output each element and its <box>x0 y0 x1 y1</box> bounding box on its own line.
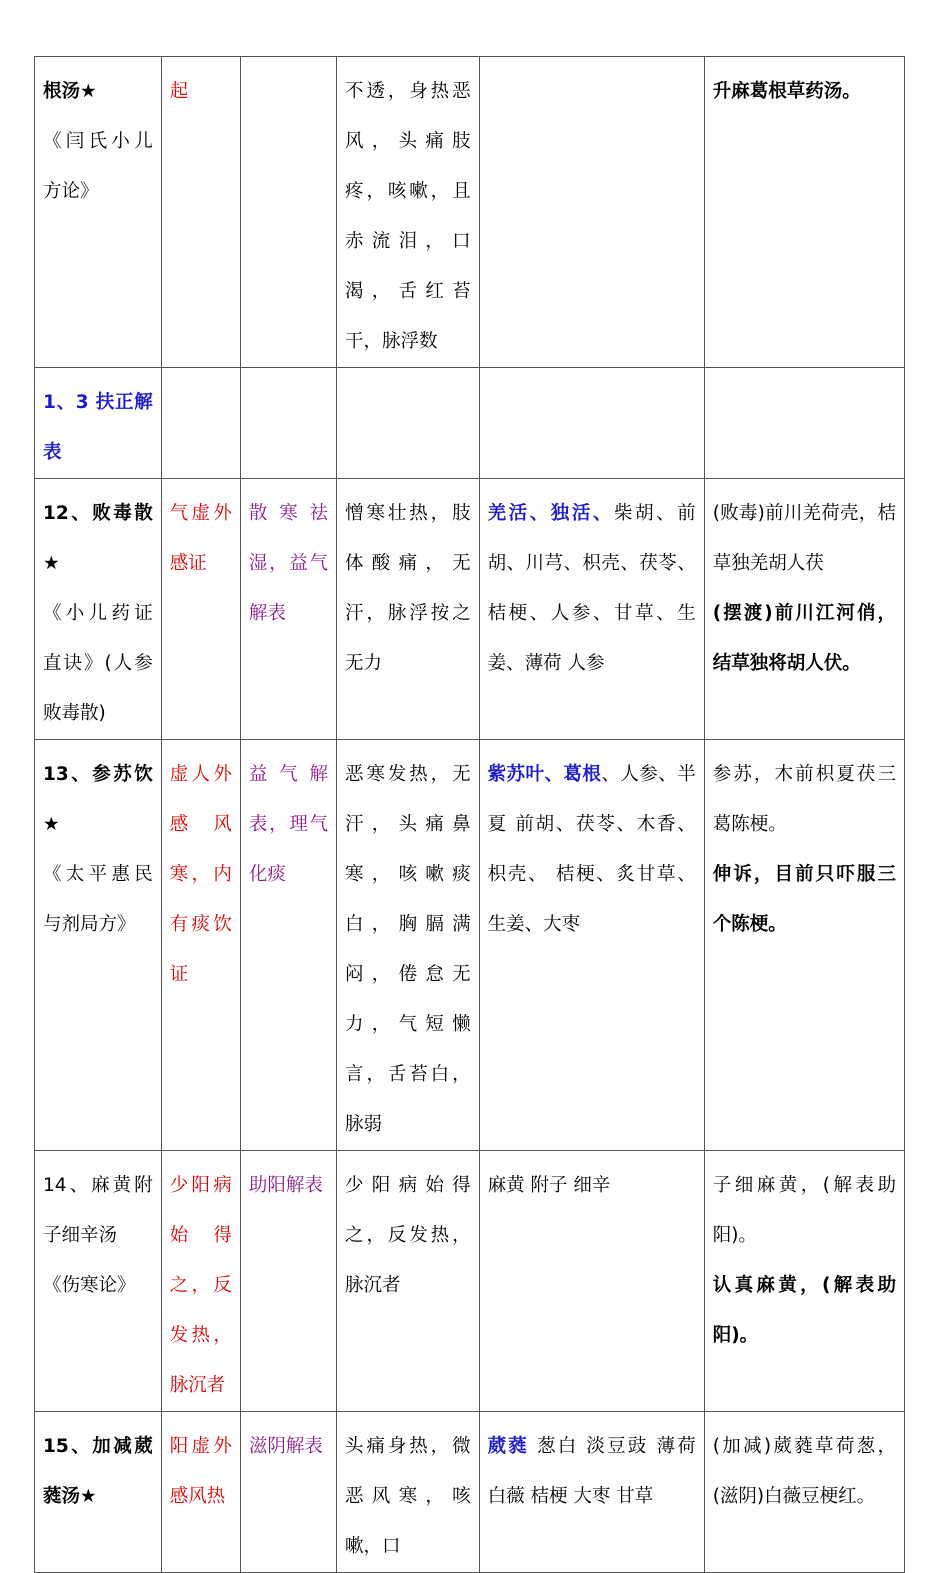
mnemonic-cell <box>704 479 904 740</box>
symptoms-cell: 恶寒发热，无汗，头痛鼻寒，咳嗽痰白，胸膈满闷，倦怠无力，气短懒言，舌苔白，脉弱 <box>337 740 480 1151</box>
formula-name: 12、败毒散★ <box>43 503 153 574</box>
other-herbs: 麻黄 附子 细辛 <box>487 1175 611 1196</box>
empty-cell <box>479 368 704 479</box>
table-row <box>35 1151 905 1412</box>
empty-cell <box>704 368 904 479</box>
table-row <box>35 57 905 368</box>
formula-source: 《太平惠民与剂局方》 <box>43 864 153 935</box>
herbs-cell <box>479 1412 704 1573</box>
formula-cell <box>35 57 162 368</box>
effect-cell: 滋阴解表 <box>240 1412 336 1573</box>
key-herbs: 羌活、独活、 <box>487 503 614 524</box>
table-row <box>35 1412 905 1573</box>
formula-cell <box>35 1151 162 1412</box>
mnemonic-line: (败毒)前川羌荷壳，桔草独羌胡人茯 <box>712 503 896 574</box>
empty-cell <box>337 368 480 479</box>
section-row <box>35 368 905 479</box>
mnemonic-line-bold: 伸诉，目前只吓服三个陈梗。 <box>712 864 896 935</box>
formula-name: 14、麻黄附子细辛汤 <box>43 1175 153 1246</box>
table-row <box>35 740 905 1151</box>
symptoms-cell: 头痛身热，微恶风寒，咳嗽，口 <box>337 1412 480 1573</box>
herbs-cell <box>479 479 704 740</box>
formula-name: 13、参苏饮★ <box>43 764 153 835</box>
mnemonic-line-bold: 认真麻黄，(解表助阳)。 <box>712 1275 896 1346</box>
indication-cell: 阳虚外感风热 <box>161 1412 240 1573</box>
prescription-table <box>34 56 905 1573</box>
mnemonic-cell <box>704 740 904 1151</box>
other-herbs: 、人参、半夏 前胡、茯苓、木香、枳壳、 桔梗、炙甘草、生姜、大枣 <box>487 764 696 935</box>
table-row <box>35 479 905 740</box>
mnemonic-cell <box>704 1151 904 1412</box>
section-heading: 1、3 扶正解表 <box>35 368 162 479</box>
key-herbs: 葳蕤 <box>487 1436 529 1457</box>
herbs-cell <box>479 740 704 1151</box>
indication-cell: 起 <box>161 57 240 368</box>
other-herbs: 柴胡、前胡、川芎、枳壳、茯苓、桔梗、人参、甘草、生姜、薄荷 人参 <box>487 503 696 674</box>
herbs-cell <box>479 1151 704 1412</box>
symptoms-cell: 憎寒壮热，肢体酸痛，无汗，脉浮按之无力 <box>337 479 480 740</box>
empty-cell <box>161 368 240 479</box>
mnemonic-cell: (加减)葳蕤草荷葱，(滋阴)白薇豆梗红。 <box>704 1412 904 1573</box>
effect-cell: 益气解表，理气化痰 <box>240 740 336 1151</box>
key-herbs: 紫苏叶、葛根 <box>487 764 602 785</box>
effect-cell: 散寒祛湿，益气解表 <box>240 479 336 740</box>
mnemonic-line: 子细麻黄，(解表助阳)。 <box>712 1175 896 1246</box>
effect-cell <box>240 57 336 368</box>
mnemonic-line-bold: (摆渡)前川江河俏，结草独将胡人伏。 <box>712 603 896 674</box>
formula-source: 《伤寒论》 <box>43 1275 136 1296</box>
formula-name: 根汤★ <box>43 81 97 102</box>
mnemonic-line: 升麻葛根草药汤。 <box>712 81 861 102</box>
other-herbs: 葱白 淡豆豉 薄荷 白薇 桔梗 大枣 甘草 <box>487 1436 696 1507</box>
indication-cell: 少阳病始得之，反发热，脉沉者 <box>161 1151 240 1412</box>
formula-name: 15、加减葳蕤汤★ <box>43 1436 153 1507</box>
mnemonic-cell <box>704 57 904 368</box>
formula-cell <box>35 479 162 740</box>
empty-cell <box>240 368 336 479</box>
formula-source: 《闫氏小儿方论》 <box>43 131 153 202</box>
mnemonic-line: 参苏，木前枳夏茯三葛陈梗。 <box>712 764 896 835</box>
effect-cell: 助阳解表 <box>240 1151 336 1412</box>
herbs-cell <box>479 57 704 368</box>
indication-cell: 气虚外感证 <box>161 479 240 740</box>
symptoms-cell: 少阳病始得之，反发热，脉沉者 <box>337 1151 480 1412</box>
symptoms-cell: 不透，身热恶风，头痛肢疼，咳嗽，且赤流泪，口渴，舌红苔干，脉浮数 <box>337 57 480 368</box>
indication-cell: 虚人外感风寒，内有痰饮证 <box>161 740 240 1151</box>
formula-cell <box>35 740 162 1151</box>
formula-source: 《小儿药证直诀》(人参败毒散) <box>43 603 153 724</box>
formula-cell <box>35 1412 162 1573</box>
